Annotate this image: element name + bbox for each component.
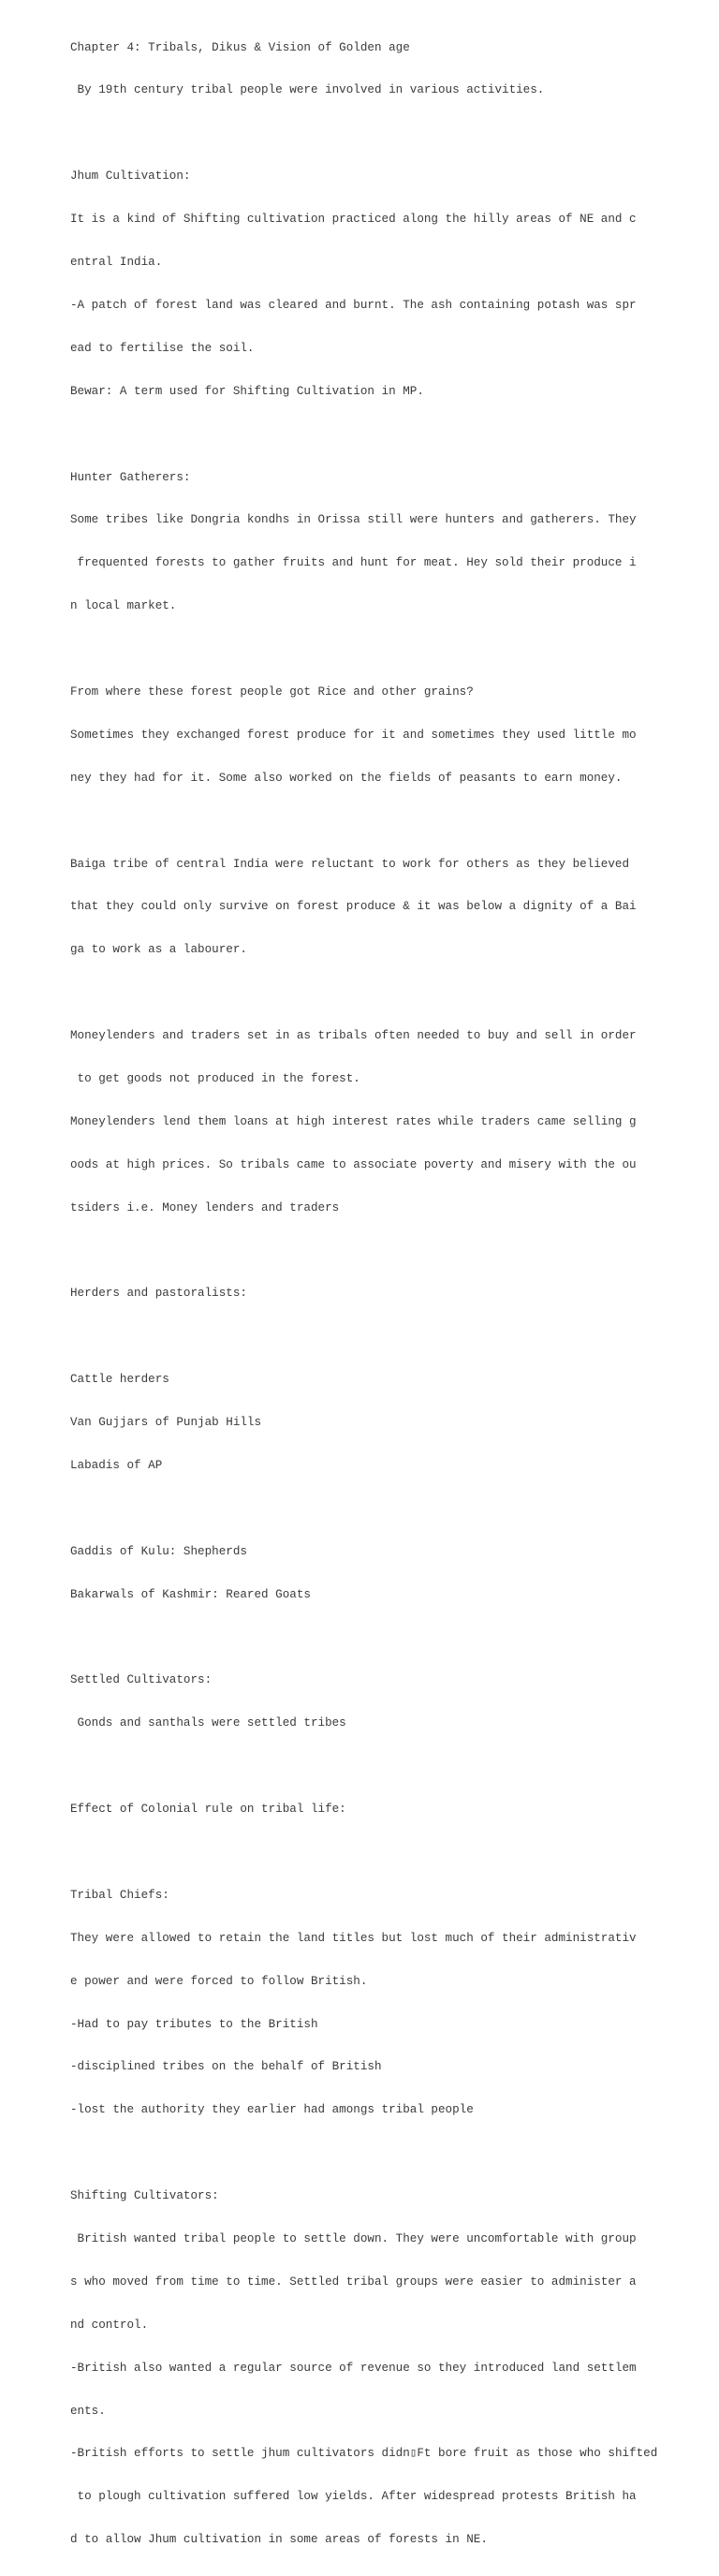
text-line: s who moved from time to time. Settled tribal groups were easier to administer a <box>70 2274 637 2289</box>
text-line: entral India. <box>70 256 163 270</box>
text-line: Moneylenders lend them loans at high interest rates while traders came selling g <box>70 1114 637 1128</box>
blank-line <box>70 1759 657 1774</box>
text-line: Cattle herders <box>70 1373 169 1387</box>
document-text <box>70 12 657 2576</box>
text-line: Labadis of AP <box>70 1458 163 1472</box>
text-line: -disciplined tribes on the behalf of British <box>70 2060 382 2074</box>
text-line: By 19th century tribal people were involved in various activities. <box>70 83 545 97</box>
section-heading: Effect of Colonial rule on tribal life: <box>70 1803 346 1817</box>
text-line: ead to fertilise the soil. <box>70 341 255 355</box>
text-line: It is a kind of Shifting cultivation practiced along the hilly areas of NE and c <box>70 213 637 227</box>
text-line: Sometimes they exchanged forest produce for it and sometimes they used little mo <box>70 728 637 742</box>
text-line: tsiders i.e. Money lenders and traders <box>70 1200 340 1214</box>
text-line: oods at high prices. So tribals came to associate poverty and misery with the ou <box>70 1157 637 1171</box>
text-line: -British also wanted a regular source of revenue so they introduced land settlem <box>70 2361 637 2375</box>
text-line: to plough cultivation suffered low yields. After widespread protests British ha <box>70 2490 637 2504</box>
text-line: Van Gujjars of Punjab Hills <box>70 1416 262 1430</box>
blank-line <box>70 1330 657 1344</box>
text-line: -Had to pay tributes to the British <box>70 2017 318 2031</box>
blank-line <box>70 815 657 829</box>
section-heading: Tribal Chiefs: <box>70 1888 169 1902</box>
text-line: British wanted tribal people to settle down. They were uncomfortable with group <box>70 2232 637 2246</box>
text-line: ga to work as a labourer. <box>70 943 247 957</box>
text-line: Bewar: A term used for Shifting Cultivation in MP. <box>70 384 424 398</box>
text-line: nd control. <box>70 2318 149 2332</box>
text-line: They were allowed to retain the land titles but lost much of their administrativ <box>70 1931 637 1945</box>
text-line: Bakarwals of Kashmir: Reared Goats <box>70 1587 311 1601</box>
text-line: d to allow Jhum cultivation in some areas of forests in NE. <box>70 2533 488 2547</box>
text-line: that they could only survive on forest produce & it was below a dignity of a Bai <box>70 900 637 914</box>
text-line: -British efforts to settle jhum cultivators didn▯Ft bore fruit as those who shifted <box>70 2447 658 2461</box>
blank-line <box>70 986 657 1000</box>
text-line: e power and were forced to follow British. <box>70 1974 368 1988</box>
section-heading: Hunter Gatherers: <box>70 470 191 484</box>
text-line: Some tribes like Dongria kondhs in Orissa still were hunters and gatherers. They <box>70 513 637 527</box>
blank-line <box>70 1502 657 1516</box>
text-line: to get goods not produced in the forest. <box>70 1071 360 1085</box>
blank-line <box>70 642 657 656</box>
blank-line <box>70 1846 657 1860</box>
section-heading: Jhum Cultivation: <box>70 169 191 184</box>
blank-line <box>70 2146 657 2160</box>
text-line: ney they had for it. Some also worked on the fields of peasants to earn money. <box>70 771 623 785</box>
section-heading: Shifting Cultivators: <box>70 2189 219 2203</box>
text-line: Moneylenders and traders set in as tribals often needed to buy and sell in order <box>70 1029 637 1043</box>
blank-line <box>70 1631 657 1645</box>
text-line: Gonds and santhals were settled tribes <box>70 1716 346 1730</box>
text-line: Baiga tribe of central India were reluctant to work for others as they believed <box>70 857 630 871</box>
section-heading: Settled Cultivators: <box>70 1673 213 1687</box>
text-line: ents. <box>70 2404 106 2418</box>
section-heading: Herders and pastoralists: <box>70 1287 247 1301</box>
text-line: Gaddis of Kulu: Shepherds <box>70 1544 247 1558</box>
text-line: -lost the authority they earlier had amongs tribal people <box>70 2103 474 2117</box>
text-line: -A patch of forest land was cleared and burnt. The ash containing potash was spr <box>70 298 637 312</box>
text-line: n local market. <box>70 599 177 613</box>
section-heading: From where these forest people got Rice and other grains? <box>70 684 474 699</box>
blank-line <box>70 1244 657 1259</box>
blank-line <box>70 428 657 442</box>
blank-line <box>70 126 657 140</box>
text-line: frequented forests to gather fruits and hunt for meat. Hey sold their produce i <box>70 556 637 570</box>
chapter-title: Chapter 4: Tribals, Dikus & Vision of Golden age <box>70 40 410 54</box>
